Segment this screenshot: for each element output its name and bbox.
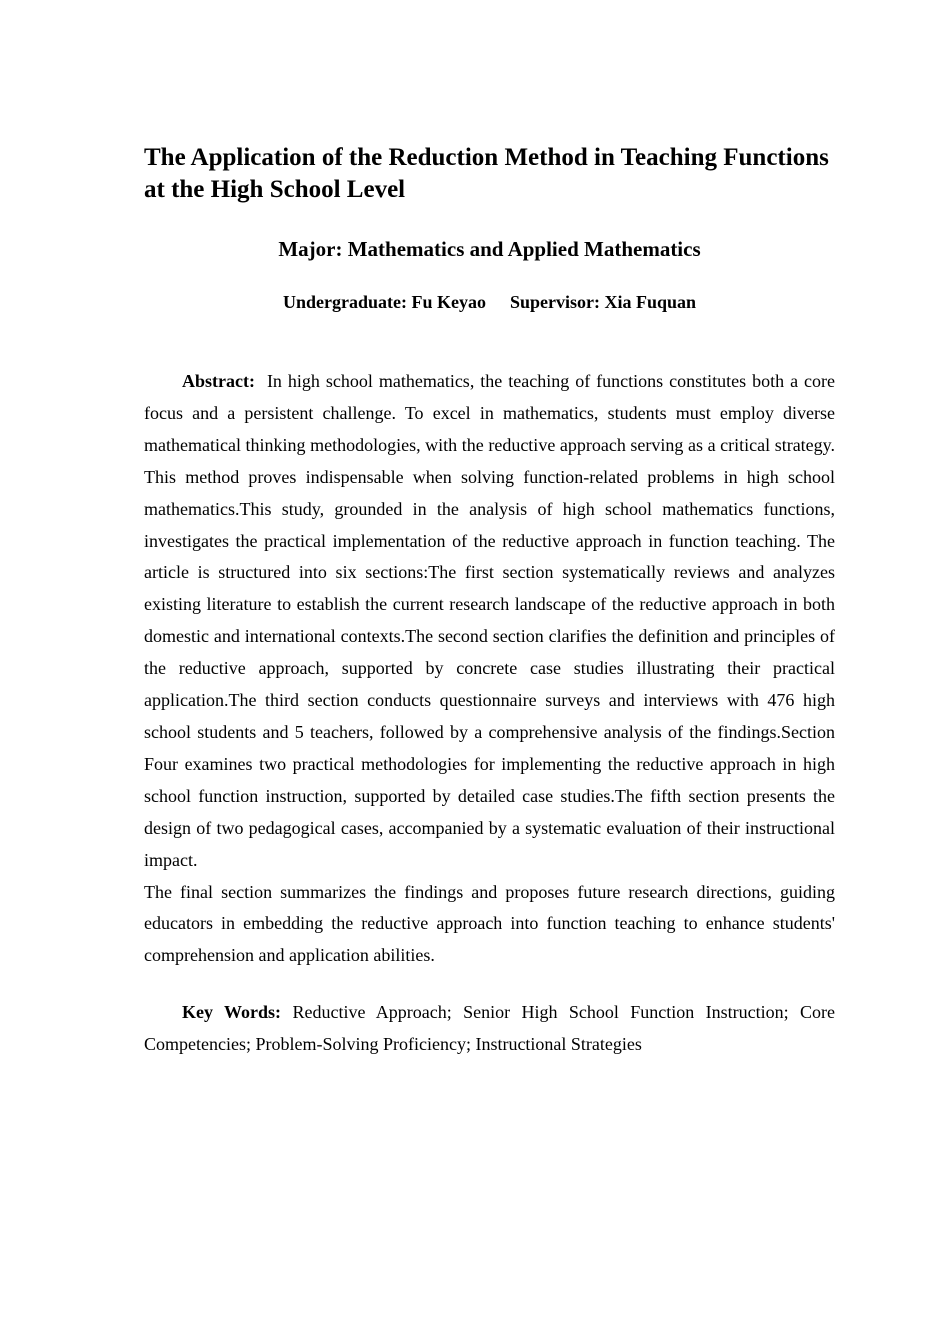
document-title: The Application of the Reduction Method in Teaching Functions at the High School Level [144,144,829,203]
document-page [144,142,835,1061]
abstract-paragraph [144,366,835,877]
abstract-text: In high school mathematics, the teaching of functions constitutes both a core focus and a persistent challenge. To excel in mathematics, students must employ diverse mathematical thinking methodologies, with the reductive approach serving as a critical strategy. This method proves indispensable when solving function-related problems in high school mathematics.This study, grounded in the analysis of high school mathematics functions, investigates the practical implementation of the reductive approach in function teaching. The article is structured into six sections:The first section systematically reviews and analyzes existing literature to establish the current research landscape of the reductive approach in both domestic and international contexts.The second section clarifies the definition and principles of the reductive approach, supported by concrete case studies illustrating their practical application.The third section conducts questionnaire surveys and interviews with 476 high school students and 5 teachers, followed by a comprehensive analysis of the findings.Section Four examines two practical methodologies for implementing the reductive approach in high school function instruction, supported by detailed case studies.The fifth section presents the design of two pedagogical cases, accompanied by a systematic evaluation of their instructional impact. [144,371,836,870]
abstract-label: Abstract: [182,371,255,391]
major-line: Major: Mathematics and Applied Mathematics [278,237,701,261]
abstract-final-paragraph: The final section summarizes the findings and proposes future research directions, guiding educators in embedding the reductive approach into function teaching to enhance students' comprehension and application abilities. [144,881,835,966]
keywords-text: Reductive Approach; Senior High School Function Instruction; Core Competencies; Problem-Solving Proficiency; Instructional Strategies [144,1002,836,1055]
keywords-section [144,997,835,1061]
keywords-label: Key Words: [182,1002,282,1023]
abstract-section [144,366,835,972]
supervisor-name: Supervisor: Xia Fuquan [509,292,697,312]
undergraduate-name: Undergraduate: Fu Keyao [282,292,486,312]
author-line [144,290,835,314]
